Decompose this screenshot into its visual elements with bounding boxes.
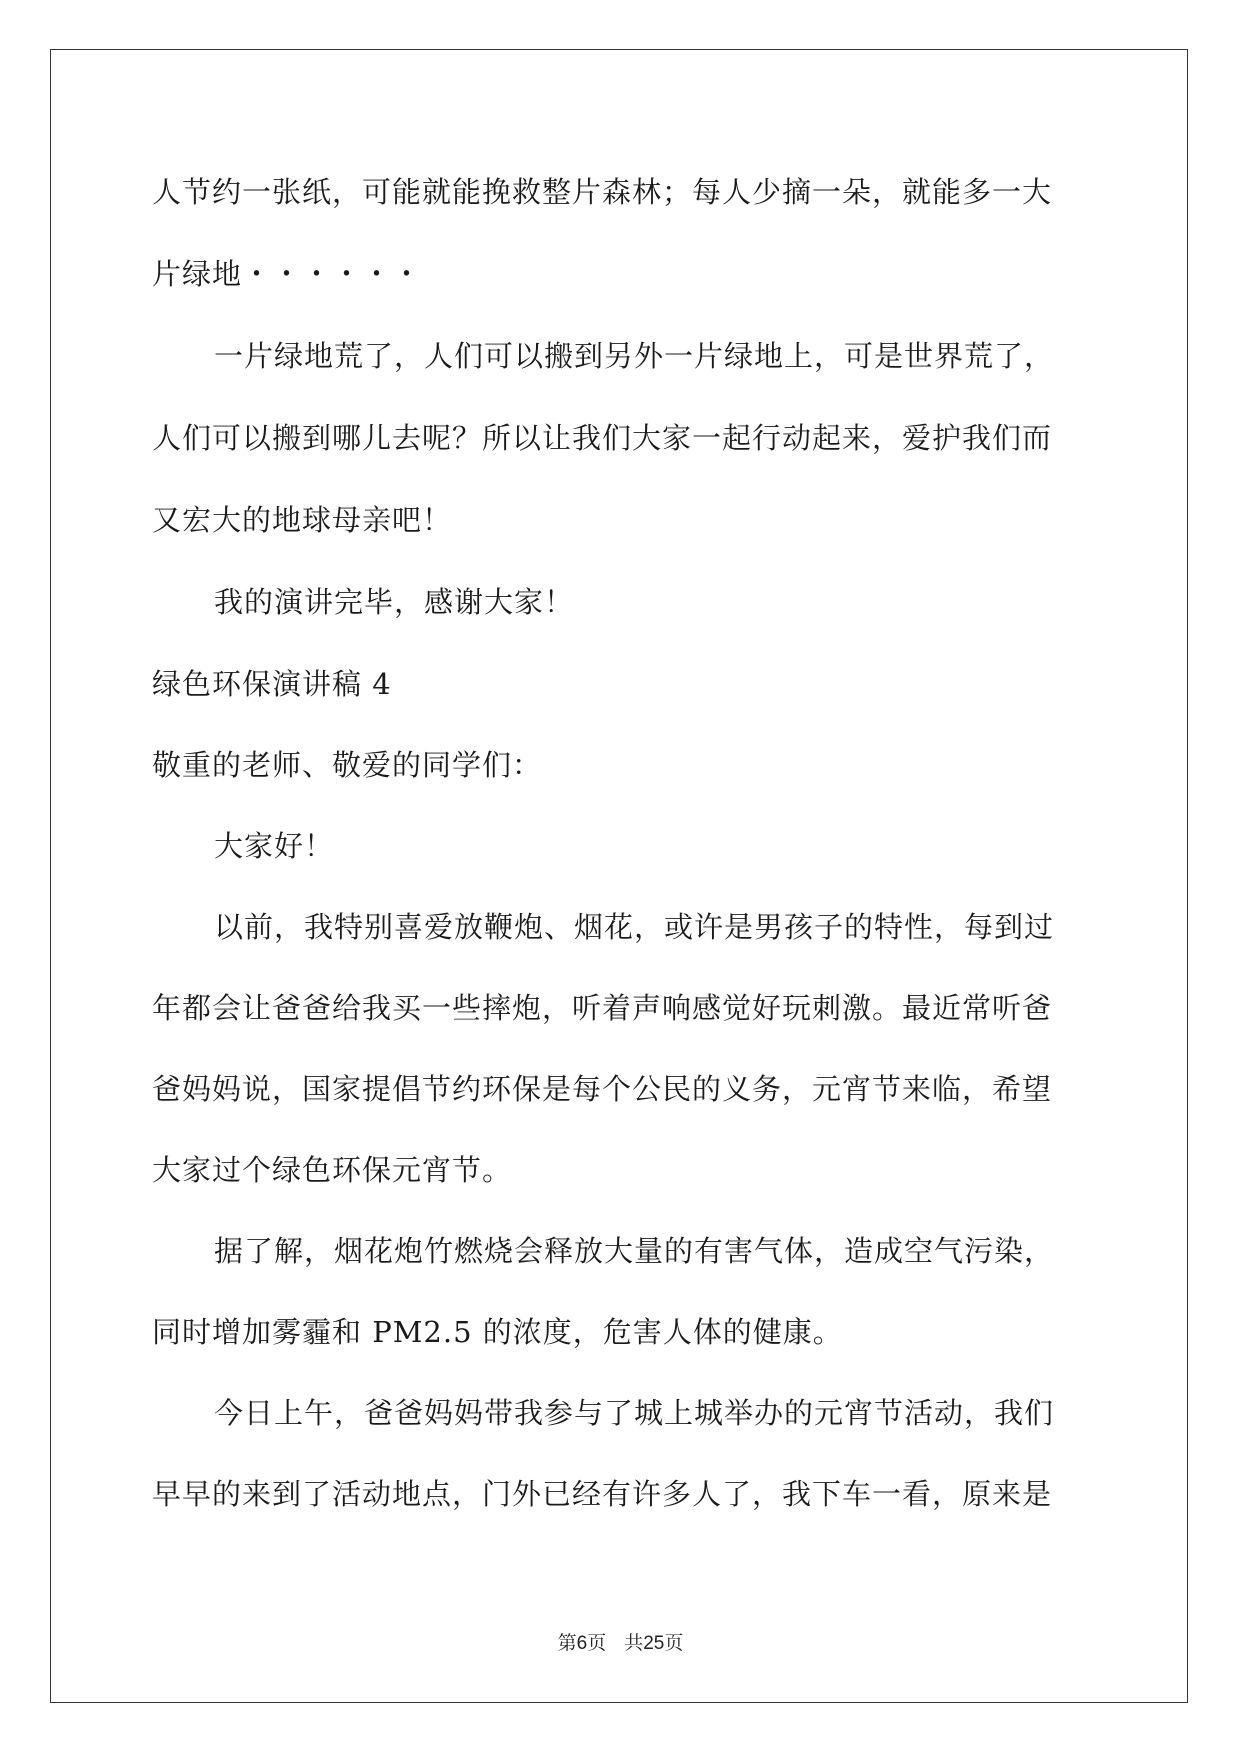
body-text-line: 一片绿地荒了，人们可以搬到另外一片绿地上，可是世界荒了，: [214, 339, 1055, 373]
body-text-line: 同时增加雾霾和 PM2.5 的浓度，危害人体的健康。: [152, 1315, 843, 1349]
total-pages: 25: [643, 1633, 665, 1654]
page-prefix: 第: [557, 1632, 577, 1654]
total-prefix: 共: [624, 1632, 644, 1654]
body-text-line: 据了解，烟花炮竹燃烧会释放大量的有害气体，造成空气污染，: [214, 1234, 1055, 1268]
body-text-line: 大家过个绿色环保元宵节。: [152, 1153, 513, 1187]
page-border: [50, 49, 1188, 1703]
body-text-line: 又宏大的地球母亲吧！: [152, 503, 453, 537]
page-suffix: 页: [587, 1632, 607, 1654]
body-text-line: 早早的来到了活动地点，门外已经有许多人了，我下车一看，原来是: [152, 1477, 1053, 1511]
body-text-line: 人节约一张纸，可能就能挽救整片森林；每人少摘一朵，就能多一大: [152, 175, 1053, 209]
page-number: 6: [576, 1633, 588, 1654]
body-text-line: 年都会让爸爸给我买一些摔炮，听着声响感觉好玩刺激。最近常听爸: [152, 991, 1053, 1025]
body-text-line: 今日上午，爸爸妈妈带我参与了城上城举办的元宵节活动，我们: [214, 1396, 1055, 1430]
page-footer: [0, 1628, 1241, 1655]
body-text-line: 以前，我特别喜爱放鞭炮、烟花，或许是男孩子的特性，每到过: [214, 910, 1055, 944]
body-text-line: 人们可以搬到哪儿去呢？所以让我们大家一起行动起来，爱护我们而: [152, 421, 1053, 455]
body-text-line: 我的演讲完毕，感谢大家！: [214, 585, 575, 619]
body-text-line: 片绿地・・・・・・: [152, 257, 423, 291]
salutation: 敬重的老师、敬爱的同学们：: [152, 748, 543, 782]
total-suffix: 页: [664, 1632, 684, 1654]
greeting: 大家好！: [214, 829, 335, 863]
body-text-line: 爸妈妈说，国家提倡节约环保是每个公民的义务，元宵节来临，希望: [152, 1072, 1053, 1106]
section-heading: 绿色环保演讲稿 4: [152, 667, 392, 701]
